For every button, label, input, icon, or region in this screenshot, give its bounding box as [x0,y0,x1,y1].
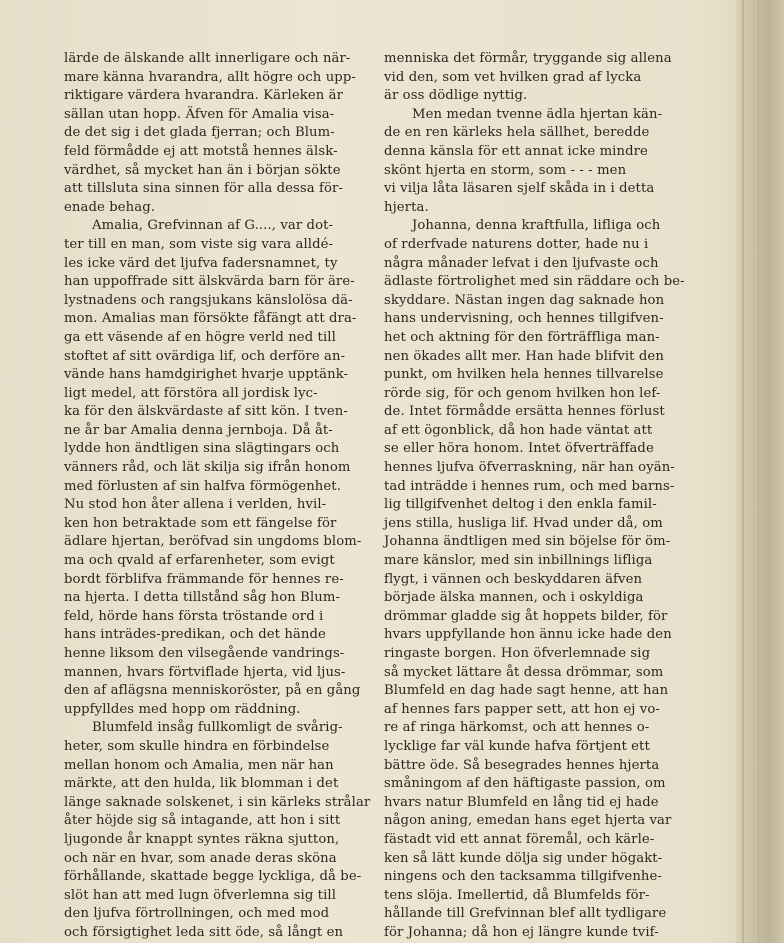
text-line: mannen, hvars förtviflade hjerta, vid ljus- [64,664,346,680]
text-line: of rderfvade naturens dotter, hade nu i [384,236,649,252]
text-line: tad inträdde i hennes rum, och med barns- [384,478,675,494]
text-line: tens slöja. Imellertid, då Blumfelds för- [384,887,650,903]
text-line: rörde sig, för och genom hvilken hon lef- [384,385,661,401]
text-line: Johanna, denna kraftfulla, lifliga och [412,218,661,234]
text-line: så mycket lättare åt dessa drömmar, som [384,664,664,680]
text-line: skönt hjerta en storm, som - - - men [384,162,627,178]
text-line: mellan honom och Amalia, men när han [64,757,334,773]
text-line: ka för den älskvärdaste af sitt kön. I tven- [64,404,348,420]
text-line: vi vilja låta läsaren sjelf skåda in i detta [384,181,655,197]
text-line: märkte, att den hulda, lik blomman i det [64,776,339,792]
text-line: värdhet, så mycket han än i början sökte [64,162,341,178]
page-gutter [736,0,784,943]
text-line: för Johanna; då hon ej längre kunde tvif- [384,924,659,940]
text-line: na hjerta. I detta tillstånd såg hon Blum- [64,590,341,606]
text-line: Men medan tvenne ädla hjertan kän- [412,106,663,122]
text-line: slöt han att med lugn öfverlemna sig till [64,887,337,903]
text-line: började älska mannen, och i oskyldiga [384,590,644,606]
text-line: mare känna hvarandra, allt högre och upp- [64,69,356,85]
text-line: vände hans hamdgirighet hvarje upptänk- [64,367,349,383]
text-line: feld förmådde ej att motstå hennes älsk- [64,143,338,159]
text-line: några månader lefvat i den ljufvaste och [384,255,659,271]
text-column-right [384,50,712,943]
text-line: ter till en man, som viste sig vara alldé- [64,236,334,252]
text-line: hennes ljufva öfverraskning, när han oyän- [384,460,675,476]
text-line: jens stilla, husliga lif. Hvad under då, om [384,515,663,531]
text-line: och när en hvar, som anade deras sköna [64,850,337,866]
text-line: sällan utan hopp. Äfven för Amalia visa- [64,106,335,122]
text-line: mare känslor, med sin inbillnings lifliga [384,553,653,569]
text-line: ringaste borgen. Hon öfverlemnade sig [384,646,651,661]
text-line: stoftet af sitt ovärdiga lif, och derföre an- [64,348,346,364]
text-line: lärde de älskande allt innerligare och när- [64,51,351,66]
text-line: feld, hörde hans första tröstande ord i [64,608,324,624]
text-line: vid den, som vet hvilken grad af lycka [384,69,642,85]
text-line: lystnadens och rangsjukans känslolösa dä- [64,292,353,308]
text-line: de det sig i det glada fjerran; och Blum- [64,125,335,141]
text-line: den ljufva förtrollningen, och med mod [64,906,330,922]
text-line: punkt, om hvilken hela hennes tillvarelse [384,367,664,383]
text-line: åter höjde sig så intagande, att hon i sitt [64,813,341,829]
text-line: denna känsla för ett annat icke mindre [384,143,648,159]
text-line: les icke värd det ljufva fadersnamnet, ty [64,255,338,271]
text-line: hvars natur Blumfeld en lång tid ej hade [384,794,659,810]
text-line: ningens och den tacksamma tillgifvenhe- [384,869,662,885]
text-line: hans inträdes-predikan, och det hände [64,627,326,643]
text-line: ne år bar Amalia denna jernboja. Då åt- [64,422,333,438]
text-line: af ett ögonblick, då hon hade väntat att [384,422,653,438]
text-line: heter, som skulle hindra en förbindelse [64,738,330,754]
text-line: fästadt vid ett annat föremål, och kärle- [384,831,655,847]
text-line: vänners råd, och lät skilja sig ifrån honom [64,460,351,476]
text-column-left [64,50,371,943]
text-line: se eller höra honom. Intet öfverträffade [384,441,654,457]
text-line: mon. Amalias man försökte fåfängt att dra- [64,311,357,327]
text-line: ädlare hjertan, beröfvad sin ungdoms blom- [64,534,362,550]
text-line: ligt medel, att förstöra all jordisk lyc- [64,385,318,401]
text-line: uppfylldes med hopp om räddning. [64,701,301,717]
text-line: ma och qvald af erfarenheter, som evigt [64,553,335,569]
text-line: förhållande, skattade begge lyckliga, då be- [64,869,362,885]
text-line: skyddare. Nästan ingen dag saknade hon [384,292,665,308]
text-line: ljugonde år knappt syntes räkna sjutton, [64,831,340,847]
text-line: med förlusten af sin halfva förmögenhet. [64,478,341,494]
text-line: hans undervisning, och hennes tillgifven- [384,311,664,327]
text-line: är oss dödlige nyttig. [384,88,528,104]
text-line: ken så lätt kunde dölja sig under högakt- [384,850,663,866]
text-line: någon aning, emedan hans eget hjerta var [384,813,672,829]
text-line: de en ren kärleks hela sällhet, beredde [384,125,650,141]
text-line: menniska det förmår, tryggande sig allena [384,51,672,66]
text-line: flygt, i vännen och beskyddaren äfven [384,571,643,587]
text-line: småningom af den häftigaste passion, om [384,776,666,792]
text-line: att tillsluta sina sinnen för alla dessa för- [64,181,344,197]
text-line: hållande till Grefvinnan blef allt tydligare [384,906,667,922]
text-line: den af aflägsna menniskoröster, på en gång [64,683,361,699]
text-line: af hennes fars papper sett, att hon ej vo- [384,701,660,717]
text-line: lycklige far väl kunde hafva förtjent ett [384,738,650,754]
text-line: henne liksom den vilsegående vandrings- [64,646,345,661]
text-line: ga ett väsende af en högre verld ned till [64,329,336,345]
text-line: riktigare värdera hvarandra. Kärleken är [64,88,343,104]
text-line: bättre öde. Så besegrades hennes hjerta [384,757,660,773]
text-line: Blumfeld en dag hade sagt henne, att han [384,683,669,699]
text-line: hvars uppfyllande hon ännu icke hade den [384,627,672,643]
text-line: och försigtighet leda sitt öde, så långt en [64,924,344,940]
text-line: Johanna ändtligen med sin böjelse för öm- [384,534,671,550]
text-line: ädlaste förtrolighet med sin räddare och be- [384,274,685,290]
text-line: hjerta. [384,199,429,215]
text-line: Amalia, Grefvinnan af G...., var dot- [92,218,334,234]
text-line: han uppoffrade sitt älskvärda barn för äre- [64,274,355,290]
text-line: de. Intet förmådde ersätta hennes förlust [384,404,665,420]
text-line: drömmar gladde sig åt hoppets bilder, för [384,608,668,624]
text-line: bordt förblifva främmande för hennes re- [64,571,344,587]
text-line: Blumfeld insåg fullkomligt de svårig- [92,720,343,736]
text-line: nen ökades allt mer. Han hade blifvit den [384,348,664,364]
text-line: lydde hon ändtligen sina slägtingars och [64,441,340,457]
text-line: het och aktning för den förträffliga man- [384,329,660,345]
text-line: länge saknade solskenet, i sin kärleks strålar [64,794,371,810]
text-line: Nu stod hon åter allena i verlden, hvil- [64,497,327,513]
text-line: re af ringa härkomst, och att hennes o- [384,720,650,736]
text-line: enade behag. [64,199,156,215]
text-line: ken hon betraktade som ett fängelse för [64,515,337,531]
text-line: lig tillgifvenhet deltog i den enkla famil- [384,497,657,513]
